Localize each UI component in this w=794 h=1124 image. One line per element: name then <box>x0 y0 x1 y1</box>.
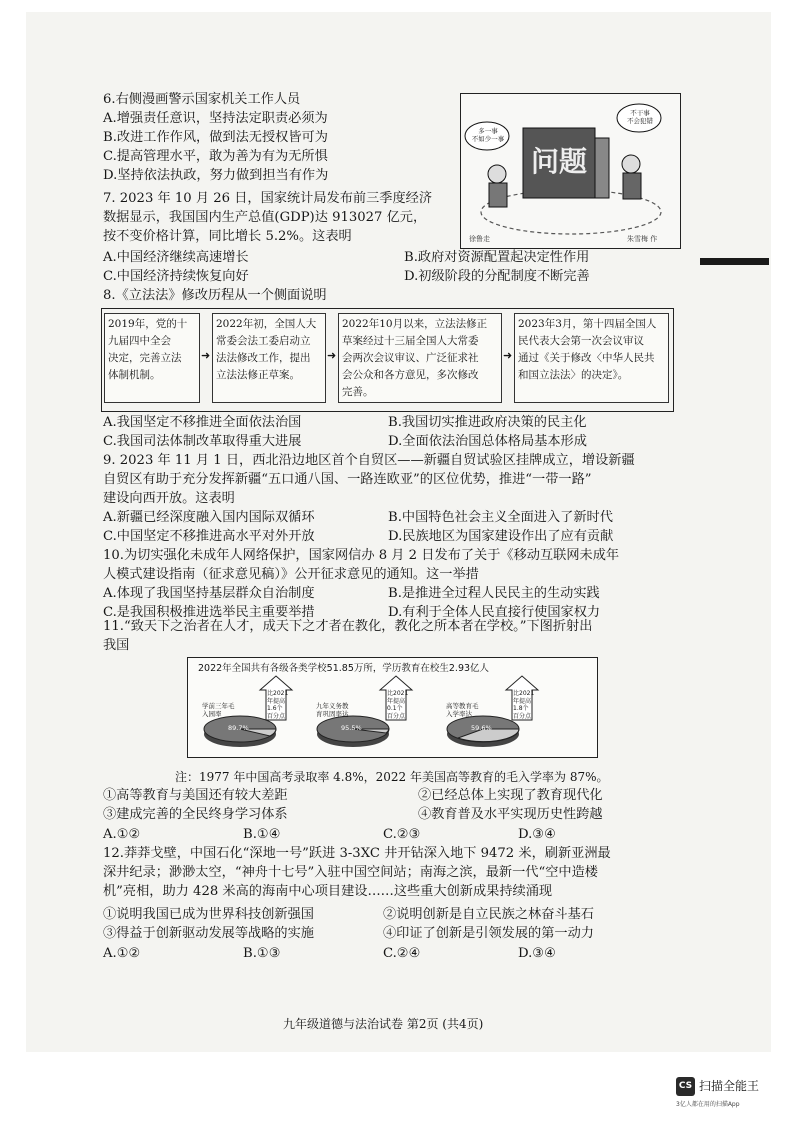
timeline-arrow-icon: ➜ <box>201 349 211 362</box>
q10-stem-line-1: 10.为切实强化未成年人网络保护，国家网信办 8 月 2 日发布了关于《移动互联网未成年 <box>103 548 620 563</box>
q9-stem-line-1: 9. 2023 年 11 月 1 日，西北沿边地区首个自贸区——新疆自贸试验区挂牌成立，增设新疆 <box>103 453 635 468</box>
q7-stem-line-3: 按不变价格计算，同比增长 5.2%。这表明 <box>103 229 352 244</box>
education-chart <box>187 657 598 758</box>
q12-option-b: B.①③ <box>243 946 281 961</box>
chart-value-higher: 59.6% <box>471 724 492 732</box>
camscanner-name: 扫描全能王 <box>699 1079 760 1093</box>
edge-mark <box>700 258 769 265</box>
chart-value-preschool: 89.7% <box>228 724 249 732</box>
page-footer: 九年级道德与法治试卷 第2页 (共4页) <box>283 1017 484 1031</box>
chart-value-compulsory: 95.5% <box>341 724 362 732</box>
timeline-step-1: 2019年，党的十 九届四中全会 决定，完善立法 体制机制。 <box>104 313 200 403</box>
q9-option-c: C.中国坚定不移推进高水平对外开放 <box>103 529 315 544</box>
q11-statement-4: ④教育普及水平实现历史性跨越 <box>418 807 603 822</box>
q12-statement-4: ④印证了创新是引领发展的第一动力 <box>383 926 594 941</box>
timeline-arrow-icon: ➜ <box>503 349 513 362</box>
q12-option-a: A.①② <box>103 946 141 961</box>
q11-statement-3: ③建成完善的全民终身学习体系 <box>103 807 288 822</box>
q12-statement-3: ③得益于创新驱动发展等战略的实施 <box>103 926 314 941</box>
cartoon-caption-right: 朱雪梅 作 <box>627 235 658 243</box>
timeline-step-3: 2022年10月以来，立法法修正 草案经过十三届全国人大常委 会两次会议审议、广泛征求社 会公众和各方意见，多次修改 完善。 <box>338 313 502 403</box>
timeline-step-2: 2022年初，全国人大 常委会法工委启动立 法法修改工作，提出 立法法修正草案。 <box>212 313 326 403</box>
q7-option-a: A.中国经济继续高速增长 <box>103 250 249 265</box>
q10-option-a: A.体现了我国坚持基层群众自治制度 <box>103 586 315 601</box>
chart-label-compulsory: 九年义务教 育巩固率达 <box>316 702 349 718</box>
q7-option-d: D.初级阶段的分配制度不断完善 <box>404 269 590 284</box>
timeline-step-4: 2023年3月，第十四届全国人 民代表大会第一次会议审议 通过《关于修改〈中华人民共 和国立法法〉的决定》。 <box>514 313 669 403</box>
chart-change-higher: 比2021 年提高 1.8个 百分点 <box>513 690 535 720</box>
q11-statement-1: ①高等教育与美国还有较大差距 <box>103 788 288 803</box>
q11-option-c: C.②③ <box>383 827 421 842</box>
q10-option-b: B.是推进全过程人民民主的生动实践 <box>388 586 600 601</box>
q8-option-a: A.我国坚定不移推进全面依法治国 <box>103 415 302 430</box>
q7-stem-line-2: 数据显示，我国国内生产总值(GDP)达 913027 亿元， <box>103 210 427 225</box>
q6-option-d: D.坚持依法执政，努力做到担当有作为 <box>103 168 329 183</box>
q12-stem-line-1: 12.莽莽戈壁，中国石化“深地一号”跃进 3-3XC 井开钻深入地下 9472 米，刷新亚洲最 <box>103 846 611 861</box>
chart-change-preschool: 比2021 年提高 1.6个 百分点 <box>267 690 289 720</box>
q11-stem-line-2: 我国 <box>103 638 130 653</box>
legislation-timeline <box>101 308 674 412</box>
q10-stem-line-2: 人模式建设指南（征求意见稿）》公开征求意见的通知。这一举措 <box>103 567 479 582</box>
q6-option-c: C.提高管理水平，敢为善为有为无所惧 <box>103 149 328 164</box>
q12-stem-line-3: 机”亮相，助力 428 米高的海南中心项目建设……这些重大创新成果持续涌现 <box>103 884 553 899</box>
q9-option-b: B.中国特色社会主义全面进入了新时代 <box>388 510 613 525</box>
cartoon-image <box>460 93 681 249</box>
q11-option-d: D.③④ <box>518 827 556 842</box>
chart-change-compulsory: 比2021 年提高 0.1个 百分点 <box>387 690 409 720</box>
q11-option-a: A.①② <box>103 827 141 842</box>
q6-stem: 6.右侧漫画警示国家机关工作人员 <box>103 92 301 107</box>
q11-option-b: B.①④ <box>243 827 281 842</box>
q8-option-b: B.我国切实推进政府决策的民主化 <box>388 415 587 430</box>
q12-statement-1: ①说明我国已成为世界科技创新强国 <box>103 907 314 922</box>
q9-option-d: D.民族地区为国家建设作出了应有贡献 <box>388 529 614 544</box>
q11-note: 注：1977 年中国高考录取率 4.8%，2022 年美国高等教育的毛入学率为 87%。 <box>175 770 609 784</box>
q6-option-b: B.改进工作作风，做到法无授权皆可为 <box>103 130 328 145</box>
q8-option-d: D.全面依法治国总体格局基本形成 <box>388 434 587 449</box>
timeline-arrow-icon: ➜ <box>327 349 337 362</box>
q7-option-c: C.中国经济持续恢复向好 <box>103 269 249 284</box>
q11-stem-line-1: 11.“致天下之治者在人才，成天下之才者在教化，教化之所本者在学校。”下图折射出 <box>103 619 593 634</box>
q10-option-d: D.有利于全体人民直接行使国家权力 <box>388 605 601 620</box>
q7-stem-line-1: 7. 2023 年 10 月 26 日，国家统计局发布前三季度经济 <box>103 191 433 206</box>
q10-option-c: C.是我国积极推进选举民主重要举措 <box>103 605 315 620</box>
q9-option-a: A.新疆已经深度融入国内国际双循环 <box>103 510 315 525</box>
q9-stem-line-3: 建设向西开放。这表明 <box>103 491 235 506</box>
cartoon-bubble-left: 多一事 不如少一事 <box>471 127 505 143</box>
cartoon-bubble-right: 不干事 不会犯错 <box>627 109 653 125</box>
cartoon-word: 问题 <box>531 145 588 178</box>
q9-stem-line-2: 自贸区有助于充分发挥新疆“五口通八国、一路连欧亚”的区位优势，推进“一带一路” <box>103 472 592 487</box>
q12-statement-2: ②说明创新是自立民族之林奋斗基石 <box>383 907 594 922</box>
q8-option-c: C.我国司法体制改革取得重大进展 <box>103 434 302 449</box>
chart-title: 2022年全国共有各级各类学校51.85万所，学历教育在校生2.93亿人 <box>198 663 490 674</box>
q7-option-b: B.政府对资源配置起决定性作用 <box>404 250 590 265</box>
q11-statement-2: ②已经总体上实现了教育现代化 <box>418 788 603 803</box>
q6-option-a: A.增强责任意识，坚持法定职责必须为 <box>103 111 328 126</box>
q8-stem: 8.《立法法》修改历程从一个侧面说明 <box>103 288 327 303</box>
chart-label-preschool: 学前三年毛 入园率 <box>202 702 235 718</box>
chart-label-higher: 高等教育毛 入学率达 <box>446 702 479 718</box>
q12-option-c: C.②④ <box>383 946 421 961</box>
q12-stem-line-2: 深井纪录；渺渺太空，“神舟十七号”入驻中国空间站；南海之滨，最新一代“空中造楼 <box>103 865 598 880</box>
camscanner-tagline: 3亿人都在用的扫描App <box>676 1101 740 1108</box>
q12-option-d: D.③④ <box>518 946 556 961</box>
cartoon-caption-left: 徐鲁走 <box>469 235 490 243</box>
camscanner-logo-icon: CS <box>676 1077 695 1096</box>
